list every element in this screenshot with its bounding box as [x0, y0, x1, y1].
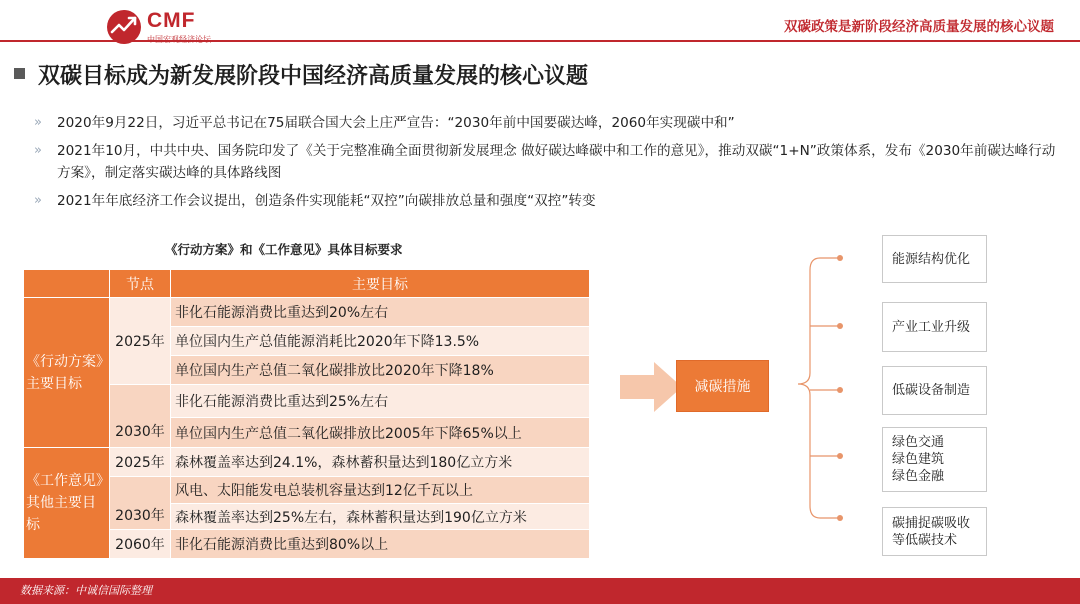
measure-item-label: 能源结构优化 [892, 251, 971, 267]
cmf-logo-emblem-icon [107, 10, 141, 44]
title-square-icon [14, 68, 25, 79]
chevron-double-right-icon: » [34, 143, 42, 158]
table-caption: 《行动方案》和《工作意见》具体目标要求 [165, 242, 403, 257]
table-row: 单位国内生产总值能源消耗比2020年下降13.5% [171, 327, 589, 355]
measure-item-carbon-capture [882, 507, 987, 556]
logo-text: CMF [147, 9, 196, 32]
measure-item-green-sectors [882, 427, 987, 492]
year-cell: 2025年 [110, 298, 170, 384]
table-row: 非化石能源消费比重达到80%以上 [171, 530, 589, 558]
measure-item-energy-structure [882, 235, 987, 283]
year-cell: 2025年 [110, 448, 170, 476]
measure-item-label: 绿色交通 绿色建筑 绿色金融 [892, 435, 945, 484]
bullet-text: 2021年10月，中共中央、国务院印发了《关于完整准确全面贯彻新发展理念 做好碳达峰碳中和工作的意见》，推动双碳“1+N”政策体系，发布《2030年前碳达峰行动方案》，制定落实碳达峰的具体路线图 [57, 143, 1056, 181]
carbon-reduction-measures-box: 减碳措施 [676, 360, 769, 412]
footer-bar [0, 578, 1080, 604]
bullet-item [34, 140, 1064, 184]
year-cell: 2030年 [110, 385, 170, 447]
table-row: 单位国内生产总值二氧化碳排放比2005年下降65%以上 [171, 418, 589, 447]
bullet-text: 2020年9月22日，习近平总书记在75届联合国大会上庄严宣告：“2030年前中国要碳达峰，2060年实现碳中和” [57, 115, 735, 131]
header-divider [0, 40, 1080, 42]
cmf-logo [107, 8, 237, 48]
bullet-list [34, 112, 1064, 218]
diagram-connector-bracket [788, 248, 848, 528]
group-action-plan: 《行动方案》主要目标 [24, 298, 109, 447]
header-title: 双碳政策是新阶段经济高质量发展的核心议题 [784, 19, 1054, 35]
targets-table [24, 270, 589, 558]
measure-item-label: 碳捕捉碳吸收 等低碳技术 [892, 515, 971, 548]
year-cell: 2030年 [110, 477, 170, 529]
table-row: 风电、太阳能发电总装机容量达到12亿千瓦以上 [171, 477, 589, 503]
bullet-item [34, 190, 1064, 212]
chevron-double-right-icon: » [34, 115, 42, 130]
table-row: 森林覆盖率达到24.1%，森林蓄积量达到180亿立方米 [171, 448, 589, 476]
bullet-item [34, 112, 1064, 134]
measure-item-industrial-upgrade [882, 302, 987, 352]
measure-item-label: 产业工业升级 [892, 319, 971, 335]
table-row: 森林覆盖率达到25%左右，森林蓄积量达到190亿立方米 [171, 504, 589, 529]
measure-item-low-carbon-equipment [882, 366, 987, 415]
table-row: 非化石能源消费比重达到25%左右 [171, 385, 589, 417]
table-row: 非化石能源消费比重达到20%左右 [171, 298, 589, 326]
arrow-right-icon [620, 362, 682, 412]
page-title: 双碳目标成为新发展阶段中国经济高质量发展的核心议题 [38, 64, 589, 89]
table-header-node: 节点 [110, 270, 170, 297]
group-work-opinion: 《工作意见》其他主要目标 [24, 448, 109, 558]
table-header-blank [24, 270, 109, 297]
chevron-double-right-icon: » [34, 193, 42, 208]
table-row: 单位国内生产总值二氧化碳排放比2020年下降18% [171, 356, 589, 384]
table-header-goal: 主要目标 [171, 270, 589, 297]
footer-source: 数据来源：中诚信国际整理 [20, 584, 152, 597]
bullet-text: 2021年年底经济工作会议提出，创造条件实现能耗“双控”向碳排放总量和强度“双控”转变 [57, 193, 596, 209]
year-cell: 2060年 [110, 530, 170, 558]
measure-item-label: 低碳设备制造 [892, 383, 971, 398]
